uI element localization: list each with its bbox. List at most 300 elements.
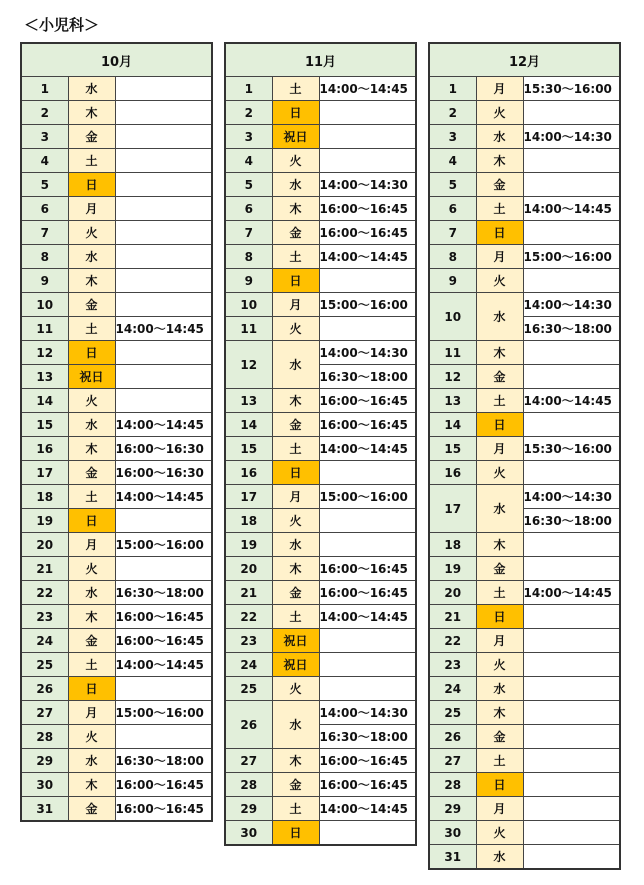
- day-number: 23: [21, 605, 68, 629]
- schedule-row: [429, 461, 620, 485]
- time-slot: 16:30～18:00: [319, 725, 416, 749]
- time-slot: 14:00～14:30: [319, 173, 416, 197]
- day-number: 3: [225, 125, 272, 149]
- weekday-cell: 月: [68, 197, 115, 221]
- day-number: 27: [21, 701, 68, 725]
- schedule-row: [21, 581, 212, 605]
- weekday-cell: 日: [68, 509, 115, 533]
- day-number: 20: [429, 581, 476, 605]
- schedule-row: [225, 629, 416, 653]
- time-slot: [523, 221, 620, 245]
- day-number: 13: [21, 365, 68, 389]
- page-title: ＜小児科＞: [24, 16, 100, 34]
- time-slot: 14:00～14:45: [115, 653, 212, 677]
- time-slot: 14:00～14:45: [319, 797, 416, 821]
- month-header: 10月: [21, 43, 212, 77]
- weekday-cell: 水: [272, 173, 319, 197]
- time-slot: 16:00～16:45: [319, 557, 416, 581]
- weekday-cell: 火: [476, 461, 523, 485]
- schedule-row: [225, 197, 416, 221]
- schedule-row: [225, 413, 416, 437]
- time-slot: [115, 341, 212, 365]
- time-slot: 14:00～14:45: [115, 485, 212, 509]
- weekday-cell: 木: [68, 101, 115, 125]
- weekday-cell: 土: [476, 389, 523, 413]
- time-slot: [523, 773, 620, 797]
- day-number: 28: [429, 773, 476, 797]
- weekday-cell: 日: [68, 341, 115, 365]
- time-slot: [115, 173, 212, 197]
- weekday-cell: 水: [272, 701, 319, 749]
- weekday-cell: 月: [476, 797, 523, 821]
- weekday-cell: 土: [68, 317, 115, 341]
- weekday-cell: 火: [476, 653, 523, 677]
- schedule-row: [429, 797, 620, 821]
- time-slot: 16:00～16:45: [115, 605, 212, 629]
- weekday-cell: 水: [476, 845, 523, 870]
- day-number: 28: [21, 725, 68, 749]
- schedule-row: [225, 653, 416, 677]
- time-slot: [115, 77, 212, 101]
- schedule-row: [429, 485, 620, 509]
- day-number: 24: [225, 653, 272, 677]
- schedule-row: [429, 677, 620, 701]
- schedule-row: [225, 701, 416, 725]
- month-table-november: [224, 42, 417, 846]
- time-slot: [319, 677, 416, 701]
- day-number: 25: [429, 701, 476, 725]
- weekday-cell: 木: [68, 605, 115, 629]
- schedule-row: [225, 101, 416, 125]
- weekday-cell: 土: [272, 77, 319, 101]
- day-number: 13: [225, 389, 272, 413]
- time-slot: [115, 221, 212, 245]
- schedule-row: [21, 773, 212, 797]
- schedule-row: [429, 533, 620, 557]
- schedule-row: [21, 533, 212, 557]
- schedule-row: [21, 725, 212, 749]
- day-number: 17: [429, 485, 476, 533]
- weekday-cell: 月: [476, 437, 523, 461]
- day-number: 8: [429, 245, 476, 269]
- schedule-row: [429, 845, 620, 870]
- schedule-row: [21, 605, 212, 629]
- time-slot: [523, 725, 620, 749]
- time-slot: [319, 101, 416, 125]
- weekday-cell: 水: [476, 485, 523, 533]
- day-number: 7: [21, 221, 68, 245]
- day-number: 18: [21, 485, 68, 509]
- weekday-cell: 土: [476, 749, 523, 773]
- time-slot: [115, 293, 212, 317]
- schedule-row: [225, 269, 416, 293]
- weekday-cell: 水: [68, 749, 115, 773]
- time-slot: [523, 365, 620, 389]
- time-slot: [115, 125, 212, 149]
- day-number: 6: [429, 197, 476, 221]
- day-number: 5: [21, 173, 68, 197]
- time-slot: 16:00～16:45: [319, 221, 416, 245]
- day-number: 21: [21, 557, 68, 581]
- weekday-cell: 金: [68, 461, 115, 485]
- schedule-row: [225, 797, 416, 821]
- weekday-cell: 金: [476, 365, 523, 389]
- day-number: 22: [21, 581, 68, 605]
- day-number: 14: [21, 389, 68, 413]
- weekday-cell: 日: [68, 677, 115, 701]
- day-number: 9: [21, 269, 68, 293]
- weekday-cell: 木: [272, 389, 319, 413]
- time-slot: [115, 509, 212, 533]
- schedule-row: [21, 797, 212, 822]
- time-slot: [523, 749, 620, 773]
- day-number: 3: [21, 125, 68, 149]
- time-slot: [523, 149, 620, 173]
- weekday-cell: 月: [272, 485, 319, 509]
- schedule-row: [21, 701, 212, 725]
- time-slot: [523, 461, 620, 485]
- time-slot: [523, 173, 620, 197]
- weekday-cell: 木: [476, 341, 523, 365]
- time-slot: 16:00～16:45: [319, 773, 416, 797]
- schedule-row: [429, 725, 620, 749]
- weekday-cell: 日: [272, 101, 319, 125]
- day-number: 16: [21, 437, 68, 461]
- weekday-cell: 月: [68, 533, 115, 557]
- time-slot: 14:00～14:45: [319, 77, 416, 101]
- time-slot: [319, 629, 416, 653]
- day-number: 20: [225, 557, 272, 581]
- day-number: 14: [429, 413, 476, 437]
- time-slot: 16:30～18:00: [115, 581, 212, 605]
- day-number: 23: [225, 629, 272, 653]
- schedule-row: [225, 389, 416, 413]
- day-number: 31: [21, 797, 68, 822]
- weekday-cell: 土: [68, 653, 115, 677]
- weekday-cell: 日: [476, 413, 523, 437]
- time-slot: [115, 101, 212, 125]
- day-number: 13: [429, 389, 476, 413]
- schedule-row: [429, 269, 620, 293]
- day-number: 11: [21, 317, 68, 341]
- day-number: 25: [21, 653, 68, 677]
- day-number: 29: [21, 749, 68, 773]
- weekday-cell: 水: [476, 293, 523, 341]
- schedule-row: [21, 197, 212, 221]
- schedule-row: [429, 653, 620, 677]
- day-number: 30: [21, 773, 68, 797]
- day-number: 11: [225, 317, 272, 341]
- time-slot: [523, 677, 620, 701]
- time-slot: 14:00～14:45: [523, 197, 620, 221]
- weekday-cell: 木: [68, 269, 115, 293]
- day-number: 12: [429, 365, 476, 389]
- day-number: 7: [225, 221, 272, 245]
- time-slot: 16:00～16:30: [115, 461, 212, 485]
- day-number: 1: [21, 77, 68, 101]
- weekday-cell: 木: [476, 533, 523, 557]
- weekday-cell: 水: [476, 125, 523, 149]
- time-slot: 16:00～16:45: [319, 389, 416, 413]
- schedule-row: [21, 149, 212, 173]
- day-number: 22: [225, 605, 272, 629]
- schedule-row: [21, 461, 212, 485]
- weekday-cell: 金: [476, 557, 523, 581]
- time-slot: 16:30～18:00: [523, 317, 620, 341]
- schedule-row: [225, 485, 416, 509]
- weekday-cell: 月: [68, 701, 115, 725]
- time-slot: [115, 557, 212, 581]
- schedule-row: [429, 821, 620, 845]
- time-slot: [319, 317, 416, 341]
- month-table-october: [20, 42, 213, 822]
- day-number: 29: [225, 797, 272, 821]
- time-slot: 14:00～14:45: [115, 317, 212, 341]
- day-number: 23: [429, 653, 476, 677]
- time-slot: 14:00～14:45: [523, 389, 620, 413]
- time-slot: [523, 797, 620, 821]
- schedule-row: [429, 149, 620, 173]
- weekday-cell: 火: [68, 725, 115, 749]
- time-slot: [523, 821, 620, 845]
- day-number: 17: [225, 485, 272, 509]
- weekday-cell: 木: [272, 557, 319, 581]
- weekday-cell: 土: [476, 197, 523, 221]
- weekday-cell: 木: [272, 749, 319, 773]
- schedule-row: [21, 413, 212, 437]
- weekday-cell: 土: [272, 797, 319, 821]
- weekday-cell: 火: [476, 101, 523, 125]
- time-slot: 14:00～14:45: [319, 245, 416, 269]
- day-number: 2: [429, 101, 476, 125]
- weekday-cell: 火: [68, 221, 115, 245]
- schedule-row: [21, 77, 212, 101]
- schedule-row: [225, 293, 416, 317]
- day-number: 5: [225, 173, 272, 197]
- day-number: 11: [429, 341, 476, 365]
- weekday-cell: 水: [68, 413, 115, 437]
- day-number: 18: [225, 509, 272, 533]
- weekday-cell: 火: [272, 509, 319, 533]
- time-slot: 16:30～18:00: [319, 365, 416, 389]
- weekday-cell: 金: [68, 125, 115, 149]
- weekday-cell: 木: [68, 437, 115, 461]
- schedule-row: [225, 605, 416, 629]
- schedule-row: [429, 557, 620, 581]
- time-slot: 16:30～18:00: [523, 509, 620, 533]
- time-slot: 14:00～14:30: [523, 125, 620, 149]
- time-slot: [115, 269, 212, 293]
- day-number: 6: [225, 197, 272, 221]
- time-slot: 14:00～14:30: [319, 341, 416, 365]
- schedule-row: [21, 245, 212, 269]
- schedule-row: [225, 509, 416, 533]
- time-slot: 15:00～16:00: [319, 293, 416, 317]
- weekday-cell: 金: [272, 581, 319, 605]
- day-number: 12: [21, 341, 68, 365]
- weekday-cell: 月: [476, 77, 523, 101]
- time-slot: [523, 653, 620, 677]
- weekday-cell: 水: [272, 533, 319, 557]
- time-slot: 15:30～16:00: [523, 77, 620, 101]
- time-slot: [523, 629, 620, 653]
- weekday-cell: 火: [68, 557, 115, 581]
- time-slot: 16:00～16:45: [115, 797, 212, 822]
- time-slot: [319, 533, 416, 557]
- day-number: 18: [429, 533, 476, 557]
- time-slot: [115, 245, 212, 269]
- schedule-row: [429, 125, 620, 149]
- weekday-cell: 水: [68, 77, 115, 101]
- day-number: 26: [21, 677, 68, 701]
- day-number: 2: [225, 101, 272, 125]
- weekday-cell: 祝日: [68, 365, 115, 389]
- weekday-cell: 火: [272, 149, 319, 173]
- weekday-cell: 金: [272, 413, 319, 437]
- time-slot: [523, 557, 620, 581]
- time-slot: 15:30～16:00: [523, 437, 620, 461]
- time-slot: 14:00～14:45: [319, 437, 416, 461]
- day-number: 4: [429, 149, 476, 173]
- time-slot: [523, 605, 620, 629]
- day-number: 15: [225, 437, 272, 461]
- time-slot: 14:00～14:30: [523, 293, 620, 317]
- schedule-row: [21, 125, 212, 149]
- schedule-row: [429, 245, 620, 269]
- day-number: 22: [429, 629, 476, 653]
- weekday-cell: 日: [476, 605, 523, 629]
- day-number: 26: [225, 701, 272, 749]
- schedule-row: [225, 437, 416, 461]
- day-number: 27: [225, 749, 272, 773]
- schedule-row: [429, 365, 620, 389]
- schedule-row: [225, 581, 416, 605]
- schedule-row: [429, 437, 620, 461]
- day-number: 12: [225, 341, 272, 389]
- day-number: 17: [21, 461, 68, 485]
- day-number: 6: [21, 197, 68, 221]
- time-slot: [115, 725, 212, 749]
- time-slot: [319, 149, 416, 173]
- time-slot: [115, 365, 212, 389]
- weekday-cell: 木: [272, 197, 319, 221]
- weekday-cell: 火: [476, 821, 523, 845]
- schedule-row: [429, 773, 620, 797]
- day-number: 8: [225, 245, 272, 269]
- weekday-cell: 土: [476, 581, 523, 605]
- schedule-row: [429, 221, 620, 245]
- weekday-cell: 水: [476, 677, 523, 701]
- weekday-cell: 金: [476, 725, 523, 749]
- weekday-cell: 金: [476, 173, 523, 197]
- weekday-cell: 土: [68, 485, 115, 509]
- schedule-row: [21, 101, 212, 125]
- schedule-row: [429, 389, 620, 413]
- time-slot: [523, 101, 620, 125]
- day-number: 7: [429, 221, 476, 245]
- schedule-row: [429, 101, 620, 125]
- day-number: 19: [21, 509, 68, 533]
- weekday-cell: 金: [272, 773, 319, 797]
- time-slot: [523, 413, 620, 437]
- schedule-row: [429, 197, 620, 221]
- time-slot: [319, 653, 416, 677]
- day-number: 30: [225, 821, 272, 846]
- day-number: 5: [429, 173, 476, 197]
- schedule-row: [21, 221, 212, 245]
- schedule-row: [21, 485, 212, 509]
- schedule-row: [225, 77, 416, 101]
- schedule-row: [225, 773, 416, 797]
- time-slot: [115, 677, 212, 701]
- time-slot: [523, 533, 620, 557]
- schedule-row: [21, 389, 212, 413]
- time-slot: 16:30～18:00: [115, 749, 212, 773]
- schedule-row: [225, 557, 416, 581]
- time-slot: [523, 269, 620, 293]
- day-number: 31: [429, 845, 476, 870]
- schedule-row: [21, 653, 212, 677]
- time-slot: 15:00～16:00: [523, 245, 620, 269]
- day-number: 15: [21, 413, 68, 437]
- schedule-row: [429, 629, 620, 653]
- schedule-row: [21, 341, 212, 365]
- time-slot: [319, 269, 416, 293]
- schedule-row: [429, 701, 620, 725]
- time-slot: 15:00～16:00: [115, 533, 212, 557]
- schedule-row: [429, 77, 620, 101]
- schedule-row: [429, 341, 620, 365]
- weekday-cell: 日: [272, 269, 319, 293]
- schedule-row: [21, 173, 212, 197]
- schedule-row: [429, 605, 620, 629]
- day-number: 24: [429, 677, 476, 701]
- weekday-cell: 火: [272, 317, 319, 341]
- schedule-row: [21, 269, 212, 293]
- day-number: 1: [225, 77, 272, 101]
- day-number: 16: [429, 461, 476, 485]
- day-number: 10: [225, 293, 272, 317]
- weekday-cell: 土: [272, 437, 319, 461]
- schedule-row: [225, 173, 416, 197]
- time-slot: 16:00～16:45: [115, 629, 212, 653]
- day-number: 29: [429, 797, 476, 821]
- time-slot: 16:00～16:45: [319, 581, 416, 605]
- weekday-cell: 祝日: [272, 629, 319, 653]
- weekday-cell: 火: [476, 269, 523, 293]
- day-number: 24: [21, 629, 68, 653]
- weekday-cell: 土: [272, 245, 319, 269]
- schedule-row: [21, 317, 212, 341]
- day-number: 19: [225, 533, 272, 557]
- schedule-row: [225, 821, 416, 846]
- weekday-cell: 水: [272, 341, 319, 389]
- schedule-row: [21, 557, 212, 581]
- weekday-cell: 日: [476, 221, 523, 245]
- schedule-row: [21, 509, 212, 533]
- time-slot: 14:00～14:30: [523, 485, 620, 509]
- time-slot: 16:00～16:30: [115, 437, 212, 461]
- schedule-row: [21, 629, 212, 653]
- weekday-cell: 月: [272, 293, 319, 317]
- schedule-row: [225, 533, 416, 557]
- time-slot: 14:00～14:45: [115, 413, 212, 437]
- day-number: 26: [429, 725, 476, 749]
- day-number: 4: [21, 149, 68, 173]
- weekday-cell: 金: [68, 797, 115, 822]
- time-slot: 15:00～16:00: [115, 701, 212, 725]
- weekday-cell: 土: [68, 149, 115, 173]
